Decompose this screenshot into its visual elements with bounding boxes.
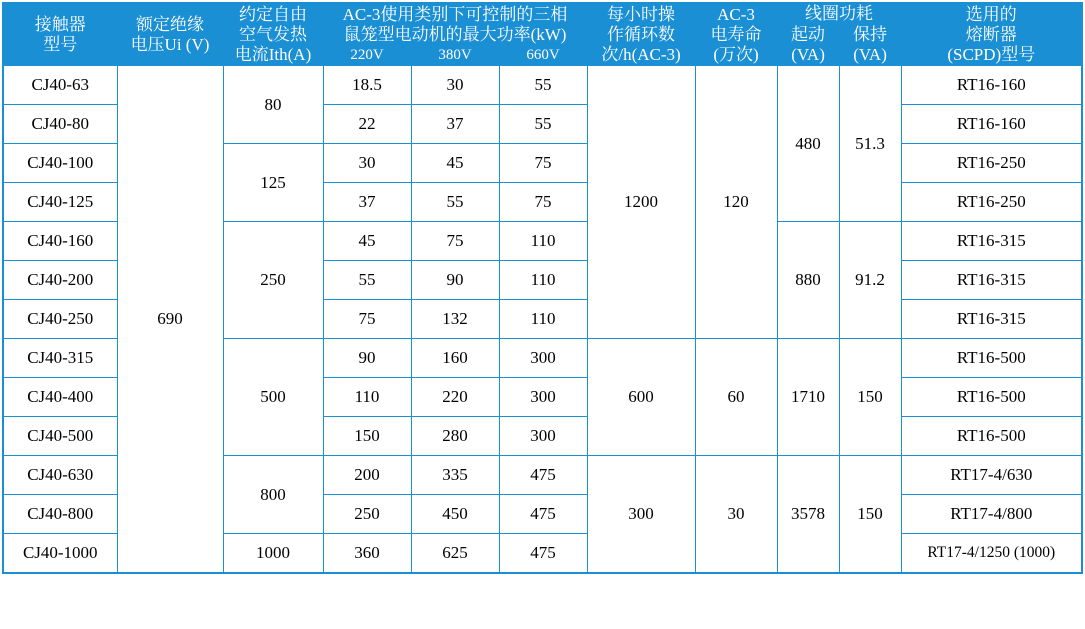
cell-power-380v: 450 (411, 495, 499, 534)
header-ith-line3: 电流Ith(A) (234, 44, 312, 64)
cell-cycles-1200: 1200 (587, 66, 695, 339)
cell-power-660v: 300 (499, 417, 587, 456)
table-row (3, 66, 1082, 105)
cell-power-380v: 37 (411, 105, 499, 144)
cell-coil-start-1710: 1710 (777, 339, 839, 456)
cell-model: CJ40-315 (3, 339, 117, 378)
cell-model: CJ40-125 (3, 183, 117, 222)
cell-ith-250: 250 (223, 222, 323, 339)
cell-scpd: RT16-500 (901, 417, 1082, 456)
cell-power-660v: 475 (499, 534, 587, 574)
cell-model: CJ40-100 (3, 144, 117, 183)
cell-coil-hold-150: 150 (839, 339, 901, 456)
cell-power-220v: 150 (323, 417, 411, 456)
header-coil-consumption-group: 线圈功耗 (777, 3, 901, 25)
header-start-line1: 起动 (791, 25, 826, 45)
header-hold-line2: (VA) (853, 45, 887, 65)
header-ac3-electrical-life (695, 3, 777, 66)
cell-power-660v: 75 (499, 144, 587, 183)
header-ac3-group-line1: AC-3使用类别下可控制的三相 (342, 4, 568, 24)
cell-model: CJ40-500 (3, 417, 117, 456)
cell-power-380v: 90 (411, 261, 499, 300)
table-body (3, 66, 1082, 574)
header-rated-insulation-voltage (117, 3, 223, 66)
cell-scpd: RT16-315 (901, 261, 1082, 300)
cell-power-220v: 90 (323, 339, 411, 378)
cell-scpd: RT17-4/630 (901, 456, 1082, 495)
cell-coil-hold-91: 91.2 (839, 222, 901, 339)
cell-ith-80: 80 (223, 66, 323, 144)
cell-scpd: RT16-250 (901, 183, 1082, 222)
cell-power-220v: 37 (323, 183, 411, 222)
cell-ith-125: 125 (223, 144, 323, 222)
header-life-line1: AC-3 (717, 4, 755, 24)
cell-power-660v: 475 (499, 456, 587, 495)
cell-model: CJ40-160 (3, 222, 117, 261)
cell-power-660v: 75 (499, 183, 587, 222)
cell-power-380v: 280 (411, 417, 499, 456)
cell-coil-start-3578: 3578 (777, 456, 839, 574)
cell-power-220v: 22 (323, 105, 411, 144)
header-scpd-line2: 熔断器 (965, 24, 1017, 44)
cell-power-660v: 110 (499, 261, 587, 300)
header-coil-hold (839, 25, 901, 66)
cell-model: CJ40-800 (3, 495, 117, 534)
cell-cycles-300: 300 (587, 456, 695, 574)
header-cycles-line1: 每小时操 (607, 4, 676, 24)
cell-power-660v: 300 (499, 339, 587, 378)
cell-power-380v: 160 (411, 339, 499, 378)
cell-power-660v: 110 (499, 300, 587, 339)
cell-life-120: 120 (695, 66, 777, 339)
cell-power-380v: 132 (411, 300, 499, 339)
header-coil-start (777, 25, 839, 66)
table-header (3, 3, 1082, 66)
cell-power-380v: 625 (411, 534, 499, 574)
cell-scpd: RT17-4/1250 (1000) (901, 534, 1082, 574)
cell-power-380v: 335 (411, 456, 499, 495)
cell-coil-hold-51: 51.3 (839, 66, 901, 222)
cell-power-380v: 220 (411, 378, 499, 417)
cell-power-660v: 475 (499, 495, 587, 534)
cell-model: CJ40-1000 (3, 534, 117, 574)
header-scpd-line1: 选用的 (965, 4, 1017, 24)
header-ac3-power-group (323, 3, 587, 46)
cell-power-380v: 45 (411, 144, 499, 183)
cell-scpd: RT16-160 (901, 66, 1082, 105)
header-start-line2: (VA) (791, 45, 825, 65)
header-model (3, 3, 117, 66)
header-cycles-line3: 次/h(AC-3) (601, 44, 681, 64)
header-scpd-fuse (901, 3, 1082, 66)
cell-power-220v: 18.5 (323, 66, 411, 105)
header-scpd-line3: (SCPD)型号 (947, 44, 1036, 64)
cell-model: CJ40-80 (3, 105, 117, 144)
header-ui-line1: 额定绝缘 (136, 14, 204, 34)
cell-rated-insulation-voltage: 690 (117, 66, 223, 574)
cell-power-220v: 75 (323, 300, 411, 339)
cell-power-660v: 300 (499, 378, 587, 417)
header-220v: 220V (323, 46, 411, 66)
header-660v: 660V (499, 46, 587, 66)
spec-table-page (0, 2, 1085, 629)
cell-scpd: RT16-160 (901, 105, 1082, 144)
cell-power-380v: 30 (411, 66, 499, 105)
header-hold-line1: 保持 (853, 25, 888, 45)
cell-ith-500: 500 (223, 339, 323, 456)
cell-power-220v: 45 (323, 222, 411, 261)
cell-model: CJ40-250 (3, 300, 117, 339)
cell-scpd: RT16-250 (901, 144, 1082, 183)
cell-cycles-600: 600 (587, 339, 695, 456)
cell-life-30: 30 (695, 456, 777, 574)
cell-coil-start-480: 480 (777, 66, 839, 222)
cell-ith-1000: 1000 (223, 534, 323, 574)
cell-power-660v: 110 (499, 222, 587, 261)
cell-model: CJ40-200 (3, 261, 117, 300)
header-ui-line2: 电压Ui (V) (130, 34, 210, 54)
cell-life-60: 60 (695, 339, 777, 456)
cell-power-220v: 200 (323, 456, 411, 495)
cell-power-220v: 250 (323, 495, 411, 534)
header-row-1 (3, 3, 1082, 25)
cell-power-660v: 55 (499, 66, 587, 105)
header-operating-cycles (587, 3, 695, 66)
header-conventional-thermal-current (223, 3, 323, 66)
header-life-line3: (万次) (713, 44, 759, 64)
cell-scpd: RT16-315 (901, 300, 1082, 339)
cell-ith-800: 800 (223, 456, 323, 534)
cell-power-380v: 55 (411, 183, 499, 222)
header-ith-line1: 约定自由 (239, 4, 307, 24)
cell-coil-start-880: 880 (777, 222, 839, 339)
cell-model: CJ40-400 (3, 378, 117, 417)
contactor-spec-table (2, 2, 1083, 574)
header-model-line1: 接触器 (34, 14, 86, 34)
header-cycles-line2: 作循环数 (607, 24, 676, 44)
header-ac3-group-line2: 鼠笼型电动机的最大功率(kW) (343, 24, 567, 44)
cell-scpd: RT17-4/800 (901, 495, 1082, 534)
cell-power-220v: 55 (323, 261, 411, 300)
header-ith-line2: 空气发热 (239, 24, 307, 44)
cell-scpd: RT16-500 (901, 339, 1082, 378)
cell-scpd: RT16-500 (901, 378, 1082, 417)
header-life-line2: 电寿命 (710, 24, 762, 44)
cell-power-220v: 360 (323, 534, 411, 574)
header-model-line2: 型号 (43, 34, 78, 54)
cell-power-220v: 110 (323, 378, 411, 417)
cell-model: CJ40-630 (3, 456, 117, 495)
cell-power-220v: 30 (323, 144, 411, 183)
cell-power-660v: 55 (499, 105, 587, 144)
cell-model: CJ40-63 (3, 66, 117, 105)
cell-power-380v: 75 (411, 222, 499, 261)
header-380v: 380V (411, 46, 499, 66)
cell-coil-hold-150: 150 (839, 456, 901, 574)
cell-scpd: RT16-315 (901, 222, 1082, 261)
